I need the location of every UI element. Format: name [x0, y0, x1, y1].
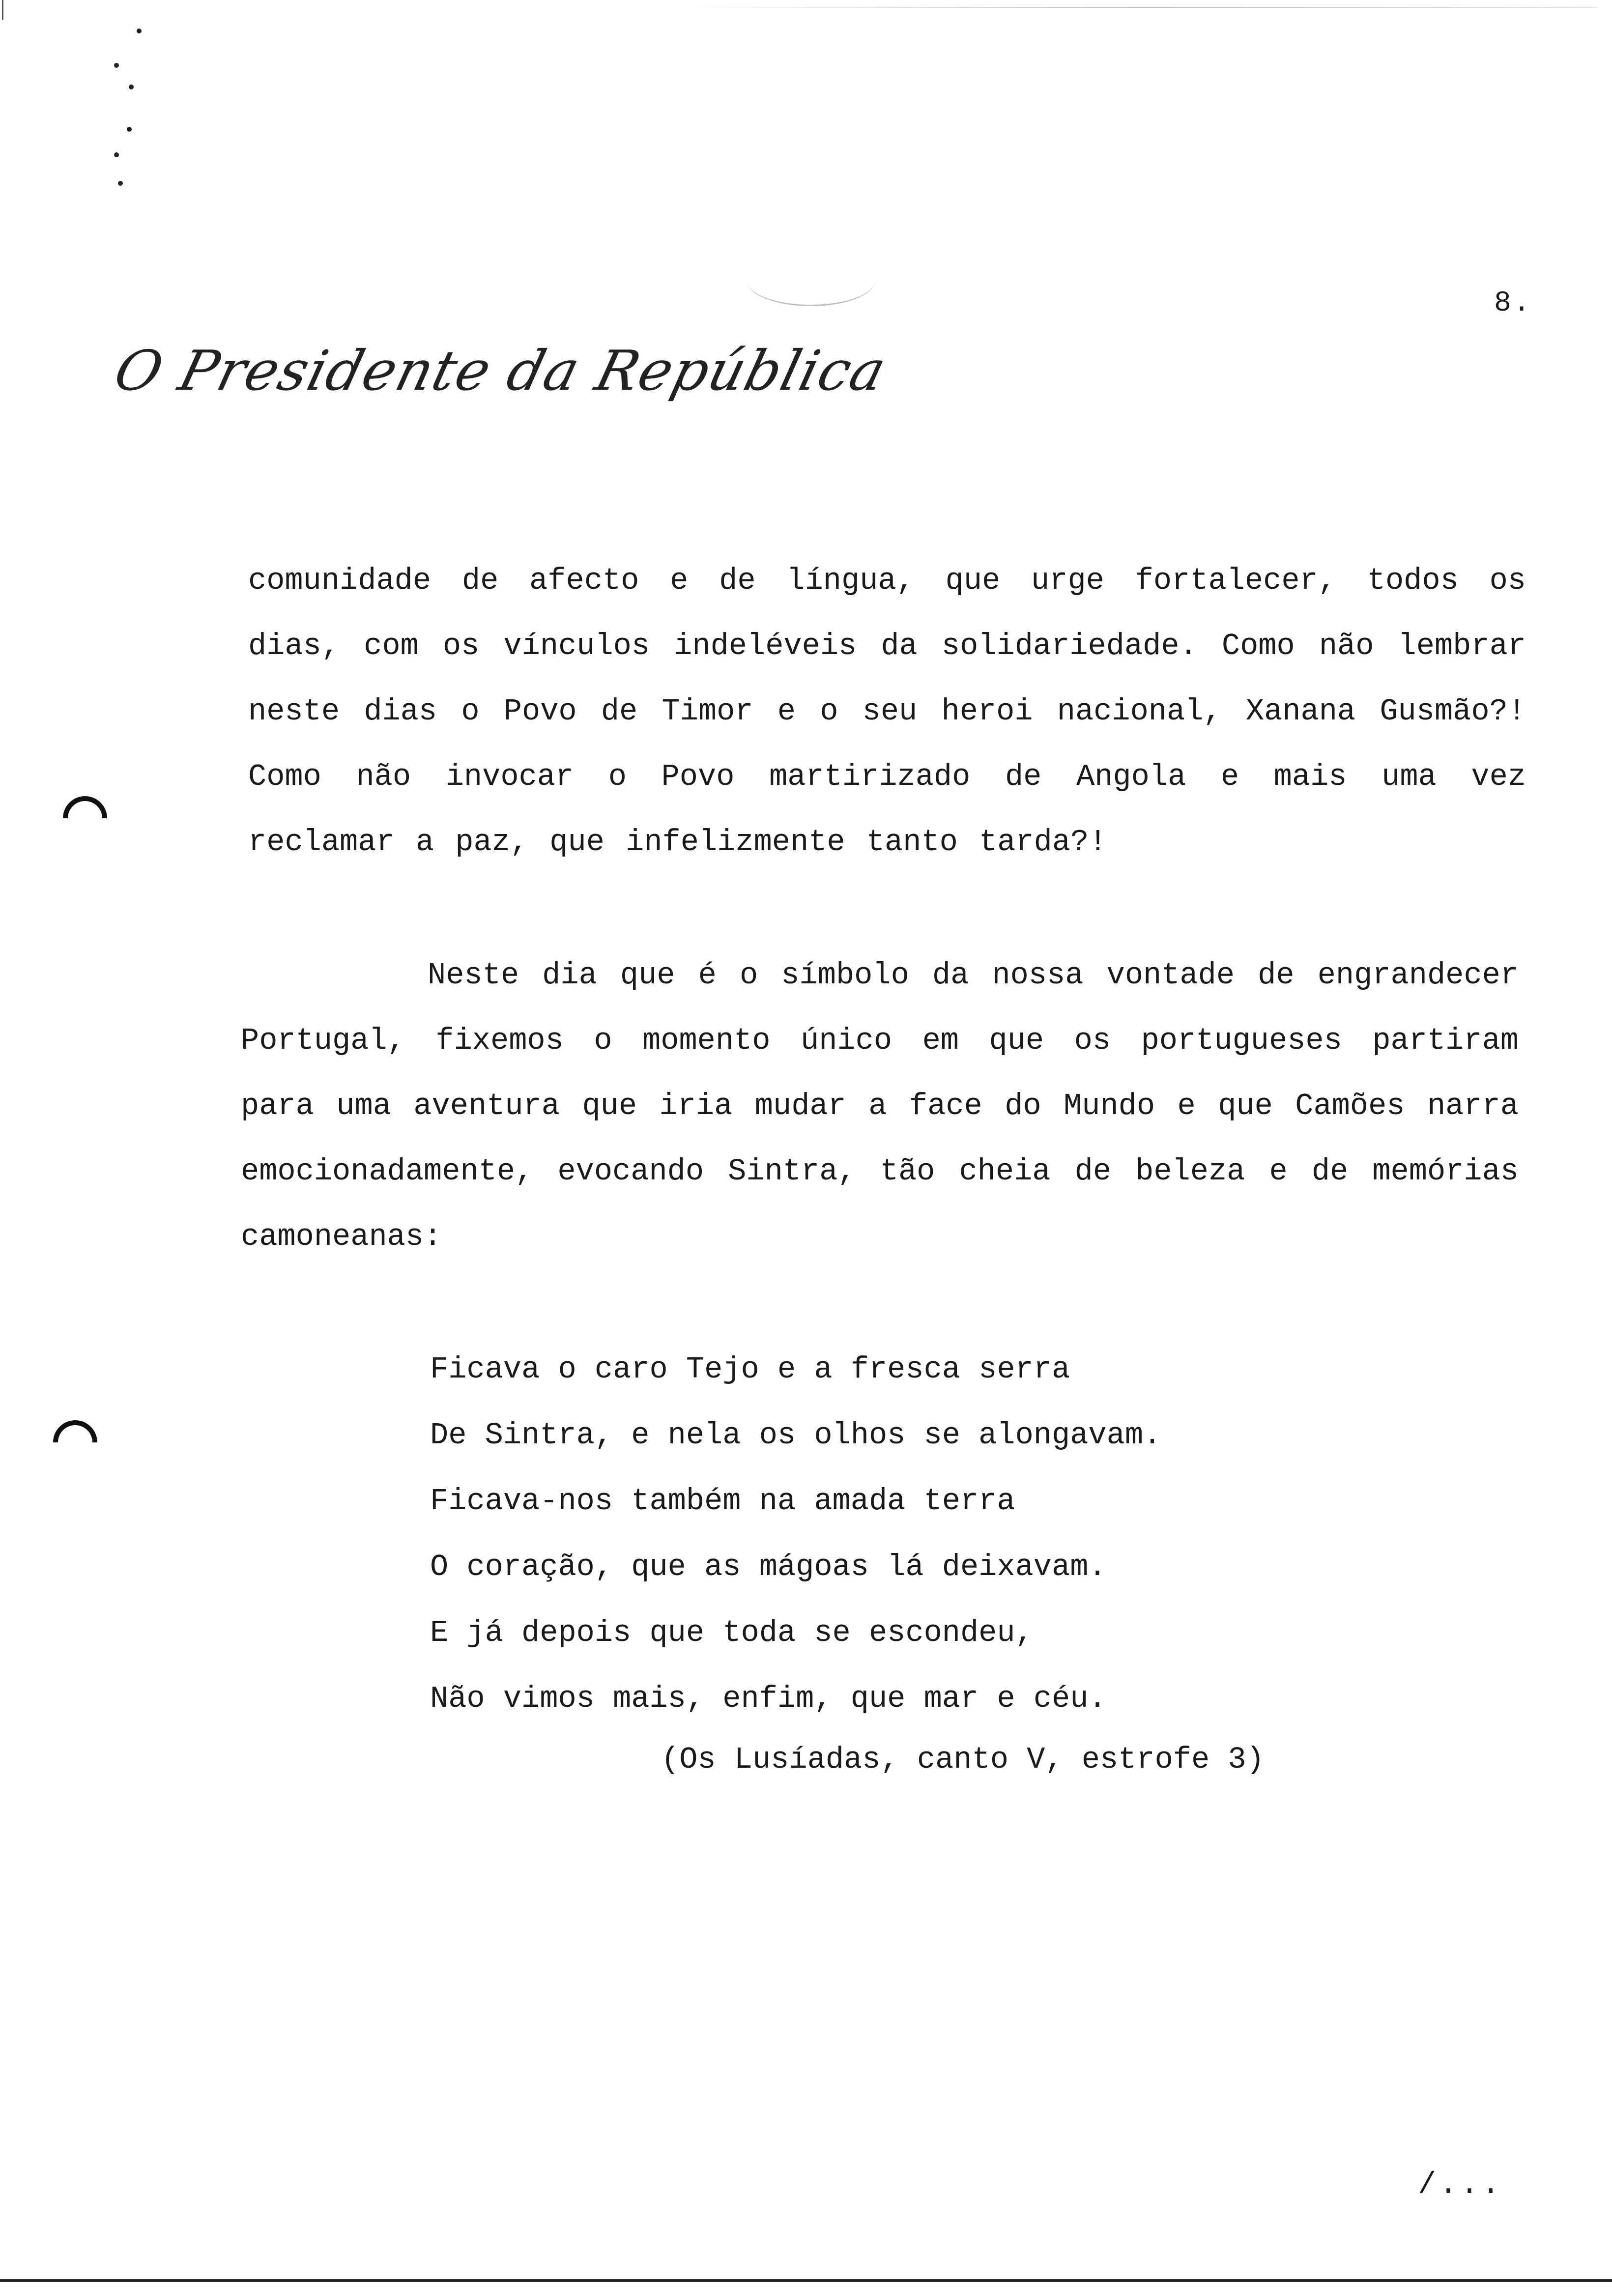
scan-speck — [129, 85, 134, 89]
verse-line: Ficava o caro Tejo e a fresca serra — [430, 1352, 1070, 1387]
paragraph-1: comunidade de afecto e de língua, que urge fortalecer, todos os dias, com os vínculos indeléveis da solidariedade. Como não lembrar neste dias o Povo de Timor e o seu heroi nacional, Xanana Gusmão?! Como não invocar o Povo martirizado de Angola e mais uma vez reclamar a paz, que infelizmente tanto tarda?! — [248, 563, 1526, 860]
verse-line: De Sintra, e nela os olhos se alongavam. — [430, 1418, 1162, 1453]
verse-citation: (Os Lusíadas, canto V, estrofe 3) — [661, 1742, 1265, 1777]
page-number: 8. — [1494, 287, 1532, 319]
scan-bottom-edge — [0, 2279, 1612, 2282]
verse-line: Não vimos mais, enfim, que mar e céu. — [430, 1681, 1107, 1716]
scan-speck — [114, 152, 119, 157]
verse-block — [430, 1337, 1364, 1732]
continuation-mark: /... — [1418, 2167, 1503, 2202]
scan-speck — [118, 181, 123, 186]
scan-smudge — [747, 256, 875, 306]
scan-speck — [127, 127, 132, 132]
scan-edge-mark — [2, 0, 3, 20]
verse-line: E já depois que toda se escondeu, — [430, 1615, 1034, 1650]
scan-speck — [137, 29, 142, 33]
scan-edge-line — [688, 7, 1597, 8]
verse-line: O coração, que as mágoas lá deixavam. — [430, 1550, 1107, 1584]
punch-hole — [44, 1411, 106, 1473]
punch-hole — [54, 787, 116, 849]
verse-line: Ficava-nos também na amada terra — [430, 1484, 1015, 1519]
paragraph-2: Neste dia que é o símbolo da nossa vontade de engrandecer Portugal, fixemos o momento único em que os portugueses partiram para uma aventura que iria mudar a face do Mundo e que Camões narra emocionadamente, evocando Sintra, tão cheia de beleza e de memórias camoneanas: — [241, 958, 1519, 1254]
letterhead: O Presidente da República — [108, 339, 893, 403]
scan-speck — [114, 63, 119, 68]
